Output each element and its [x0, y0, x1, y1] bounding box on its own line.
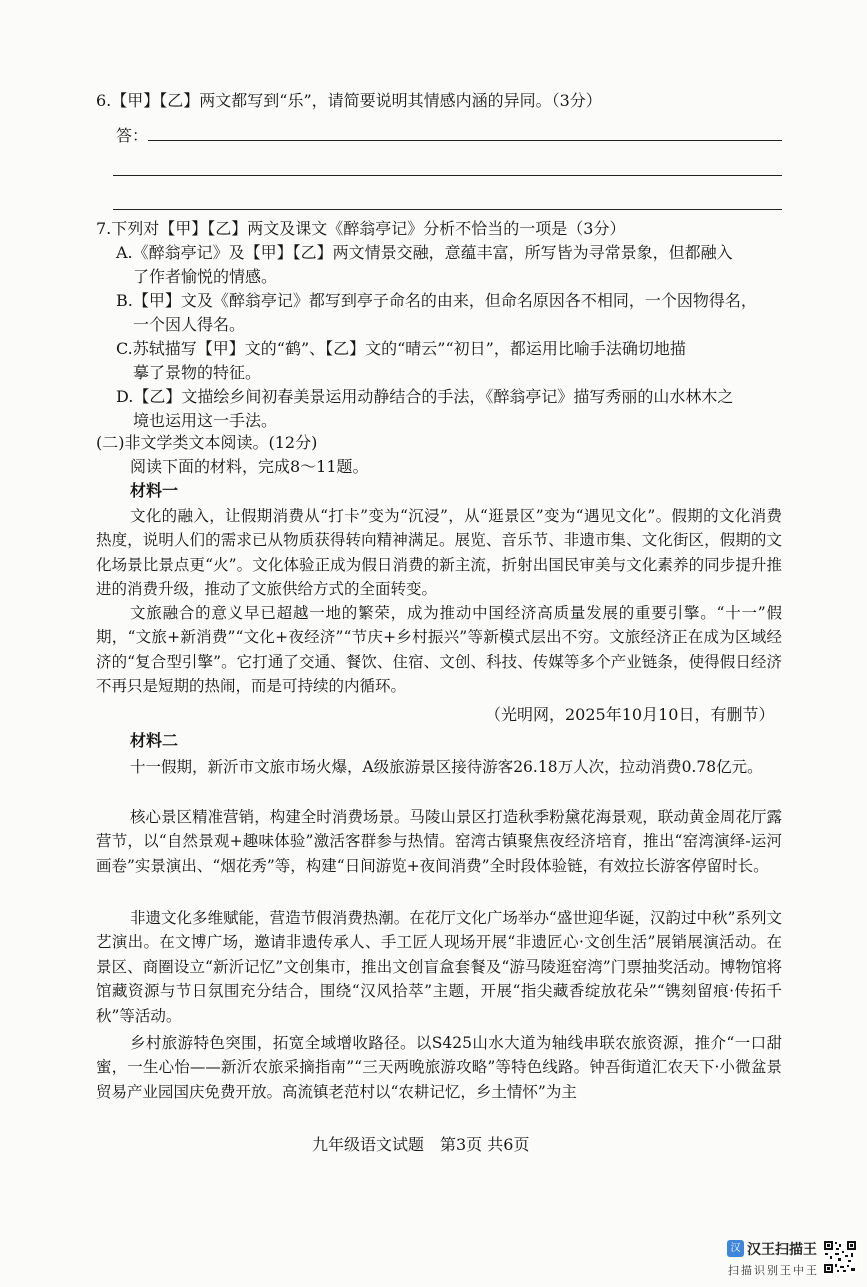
option-d-line-2: 境也运用这一手法。: [133, 411, 278, 430]
material-2-heading: 材料二: [130, 731, 179, 750]
section-instruction: 阅读下面的材料，完成8～11题。: [130, 457, 369, 476]
material-1-source: （光明网，2025年10月10日，有删节）: [485, 705, 775, 724]
question-7-stem: 7.下列对【甲】【乙】两文及课文《醉翁亭记》分析不恰当的一项是（3分）: [96, 219, 626, 238]
option-c-line-1: C.苏轼描写【甲】文的“鹤”、【乙】文的“晴云”“初日”，都运用比喻手法确切地描: [116, 339, 686, 358]
material-1-paragraph-1: 文化的融入，让假期消费从“打卡”变为“沉浸”，从“逛景区”变为“遇见文化”。假期的文化消费热度，说明人们的需求已从物质获得转向精神满足。展览、音乐节、非遗市集、文化街区，假期的文化场景比景点更“火”。文化体验正成为假日消费的新主流，折射出国民审美与文化素养的同步提升推进的消费升级，推动了文旅供给方式的全面转变。: [96, 507, 782, 599]
page-footer: 九年级语文试题 第3页 共6页: [312, 1135, 530, 1154]
answer-line-1: [148, 140, 782, 141]
option-c-line-2: 摹了景物的特征。: [133, 363, 262, 382]
option-a-line-1: A.《醉翁亭记》及【甲】【乙】两文情景交融，意蕴丰富，所写皆为寻常景象，但都融入: [116, 243, 733, 262]
answer-label: 答：: [116, 126, 149, 145]
qr-code-icon: [823, 1240, 857, 1274]
material-2-paragraph-4: 乡村旅游特色突围，拓宽全域增收路径。以S425山水大道为轴线串联农旅资源，推介“一口甜蜜，一生心怡——新沂农旅采摘指南”“三天两晚旅游攻略”等特色线路。钟吾街道汇农天下·小微盆景贸易产业园国庆免费开放。高流镇老范村以“农耕记忆，乡土情怀”为主: [96, 1034, 782, 1101]
option-b-line-1: B.【甲】文及《醉翁亭记》都写到亭子命名的由来，但命名原因各不相同，一个因物得名，: [116, 291, 757, 310]
watermark-subtitle: 扫描识别王中王: [728, 1264, 819, 1277]
material-1-paragraph-2: 文旅融合的意义早已超越一地的繁荣，成为推动中国经济高质量发展的重要引擎。“十一”假期，“文旅+新消费”“文化+夜经济”“节庆+乡村振兴”等新模式层出不穷。文旅经济正在成为区域经济的“复合型引擎”。它打通了交通、餐饮、住宿、文创、科技、传媒等多个产业链条，使得假日经济不再只是短期的热闹，而是可持续的内循环。: [96, 604, 782, 696]
question-6: 6.【甲】【乙】两文都写到“乐”，请简要说明其情感内涵的异同。（3分）: [96, 91, 602, 110]
watermark-title: 汉王扫描王: [747, 1242, 817, 1258]
answer-line-2: [113, 175, 782, 176]
material-2-paragraph-3: 非遗文化多维赋能，营造节假消费热潮。在花厅文化广场举办“盛世迎华诞，汉韵过中秋”系列文艺演出。在文博广场，邀请非遗传承人、手工匠人现场开展“非遗匠心·文创生活”展销展演活动。在景区、商圈设立“新沂记忆”文创集市，推出文创盲盒套餐及“游马陵逛窑湾”门票抽奖活动。博物馆将馆藏资源与节日氛围充分结合，围绕“汉风拾萃”主题，开展“指尖藏香绽放花朵”“镌刻留痕·传拓千秋”等活动。: [96, 909, 782, 1025]
option-d-line-1: D.【乙】文描绘乡间初春美景运用动静结合的手法，《醉翁亭记》描写秀丽的山水林木之: [116, 387, 734, 406]
option-b-line-2: 一个因人得名。: [133, 315, 246, 334]
answer-line-3: [113, 209, 782, 210]
option-a-line-2: 了作者愉悦的情感。: [133, 267, 278, 286]
material-2-paragraph-1: 十一假期，新沂市文旅市场火爆，A级旅游景区接待游客26.18万人次，拉动消费0.78亿元。: [130, 758, 763, 776]
section-title: (二)非文学类文本阅读。(12分): [96, 433, 318, 452]
material-1-heading: 材料一: [130, 481, 179, 500]
scanner-logo-icon: 汉: [727, 1240, 744, 1257]
material-2-paragraph-2: 核心景区精准营销，构建全时消费场景。马陵山景区打造秋季粉黛花海景观，联动黄金周花厅露营节，以“自然景观+趣味体验”激活客群参与热情。窑湾古镇聚焦夜经济培育，推出“窑湾演绎-运河画卷”实景演出、“烟花秀”等，构建“日间游览+夜间消费”全时段体验链，有效拉长游客停留时长。: [96, 808, 782, 875]
